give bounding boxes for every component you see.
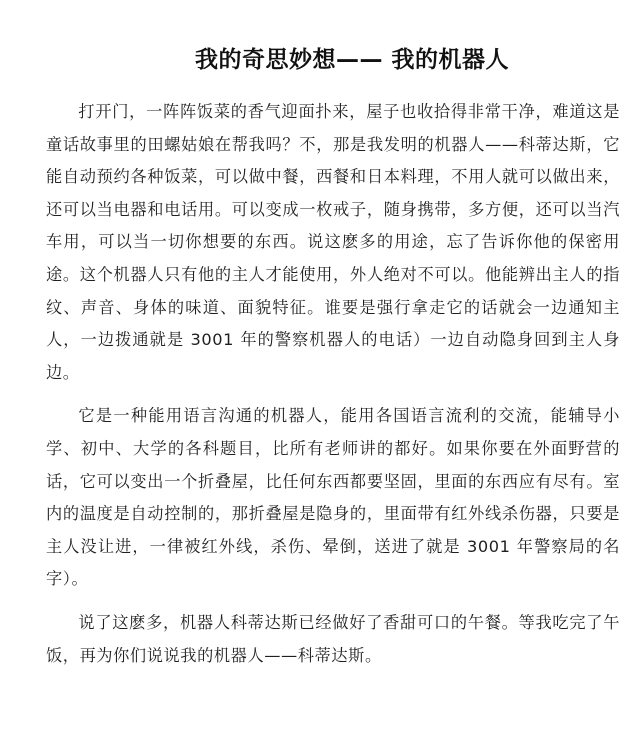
- paragraph-3: 说了这麽多，机器人科蒂达斯已经做好了香甜可口的午餐。等我吃完了午饭，再为你们说说我的机器人——科蒂达斯。: [46, 612, 620, 665]
- document-body: [46, 96, 620, 672]
- paragraph-1: 打开门，一阵阵饭菜的香气迎面扑来，屋子也收拾得非常干净，难道这是童话故事里的田螺姑娘在帮我吗？不，那是我发明的机器人——科蒂达斯，它能自动预约各种饭菜，可以做中餐，西餐和日本料理，不用人就可以做出来，还可以当电器和电话用。可以变成一枚戒子，随身携带，多方便，还可以当汽车用，可以当一切你想要的东西。说这麽多的用途，忘了告诉你他的保密用途。这个机器人只有他的主人才能使用，外人绝对不可以。他能辨出主人的指纹、声音、身体的味道、面貌特征。谁要是强行拿走它的话就会一边通知主人，一边拨通就是 3001 年的警察机器人的电话）一边自动隐身回到主人身边。: [46, 102, 620, 382]
- paragraph-2: 它是一种能用语言沟通的机器人，能用各国语言流利的交流，能辅导小学、初中、大学的各科题目，比所有老师讲的都好。如果你要在外面野营的话，它可以变出一个折叠屋，比任何东西都要坚固，里面的东西应有尽有。室内的温度是自动控制的，那折叠屋是隐身的，里面带有红外线杀伤器，只要是主人没让进，一律被红外线，杀伤、晕倒，送进了就是 3001 年警察局的名字）。: [46, 406, 620, 589]
- document-title: 我的奇思妙想—— 我的机器人: [194, 47, 509, 73]
